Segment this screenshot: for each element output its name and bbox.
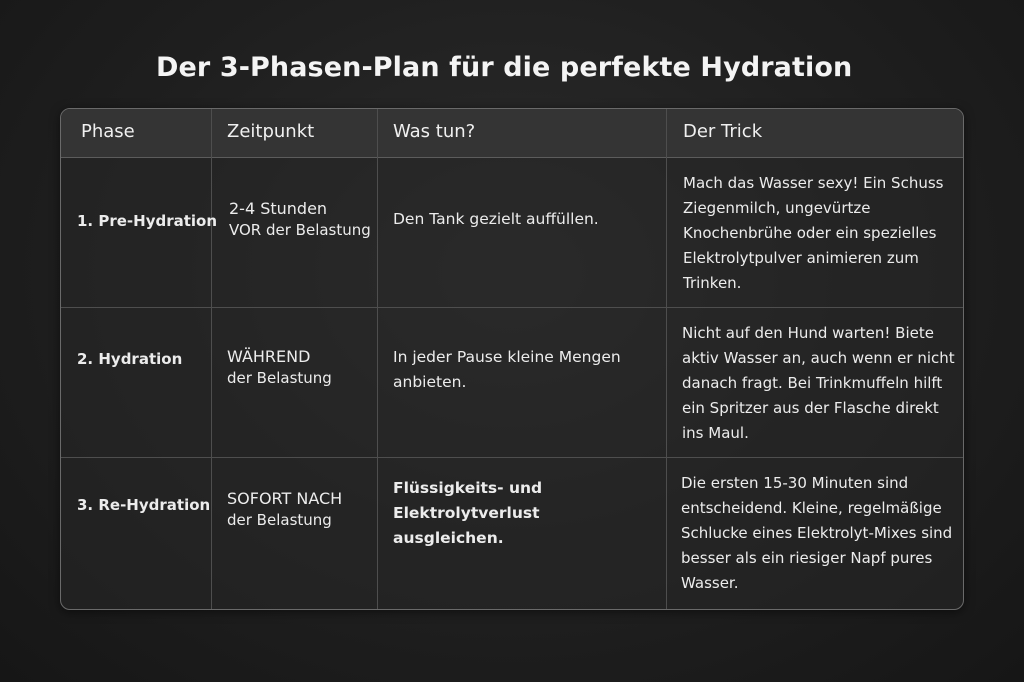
row-trick: Nicht auf den Hund warten! Biete aktiv Wasser an, auch wenn er nicht danach fragt. Bei Trinkmuffeln hilft ein Spritzer aus der Flasche direkt ins Maul. <box>682 324 955 442</box>
zeitpunkt-sub: der Belastung <box>227 511 332 529</box>
header-was-tun: Was tun? <box>393 121 476 142</box>
row-zeitpunkt <box>229 199 371 239</box>
zeitpunkt-main: SOFORT NACH <box>227 489 343 508</box>
row-phase: 3. Re-Hydration <box>77 496 211 514</box>
row-trick: Mach das Wasser sexy! Ein Schuss Ziegenmilch, ungevürtze Knochenbrühe oder ein spezielles Elektrolytpulver animieren zum Trinken. <box>683 174 944 292</box>
row-zeitpunkt <box>227 489 342 529</box>
zeitpunkt-main: WÄHREND <box>227 347 311 366</box>
header-zeitpunkt: Zeitpunkt <box>227 121 315 142</box>
row-was-tun: Den Tank gezielt auffüllen. <box>393 210 599 228</box>
zeitpunkt-sub: der Belastung <box>227 369 332 387</box>
page-title: Der 3-Phasen-Plan für die perfekte Hydration <box>156 52 853 83</box>
column-divider <box>377 109 378 609</box>
row-trick: Die ersten 15-30 Minuten sind entscheidend. Kleine, regelmäßige Schlucke eines Elektrolyt-Mixes sind besser als ein riesiger Napf pures Wasser. <box>681 474 953 592</box>
row-phase: 2. Hydration <box>77 350 183 368</box>
row-phase: 1. Pre-Hydration <box>77 212 218 230</box>
row-divider <box>61 307 963 308</box>
header-der-trick: Der Trick <box>683 121 763 142</box>
row-was-tun: Flüssigkeits- und Elektrolytverlust ausgleichen. <box>393 479 543 547</box>
row-zeitpunkt <box>227 347 332 387</box>
table-header-row <box>61 109 963 158</box>
zeitpunkt-main: 2-4 Stunden <box>229 199 328 218</box>
zeitpunkt-sub: VOR der Belastung <box>229 221 371 239</box>
column-divider <box>666 109 667 609</box>
column-divider <box>211 109 212 609</box>
row-was-tun: In jeder Pause kleine Mengen anbieten. <box>393 348 621 391</box>
hydration-table <box>60 108 964 610</box>
header-phase: Phase <box>81 121 135 142</box>
row-divider <box>61 457 963 458</box>
